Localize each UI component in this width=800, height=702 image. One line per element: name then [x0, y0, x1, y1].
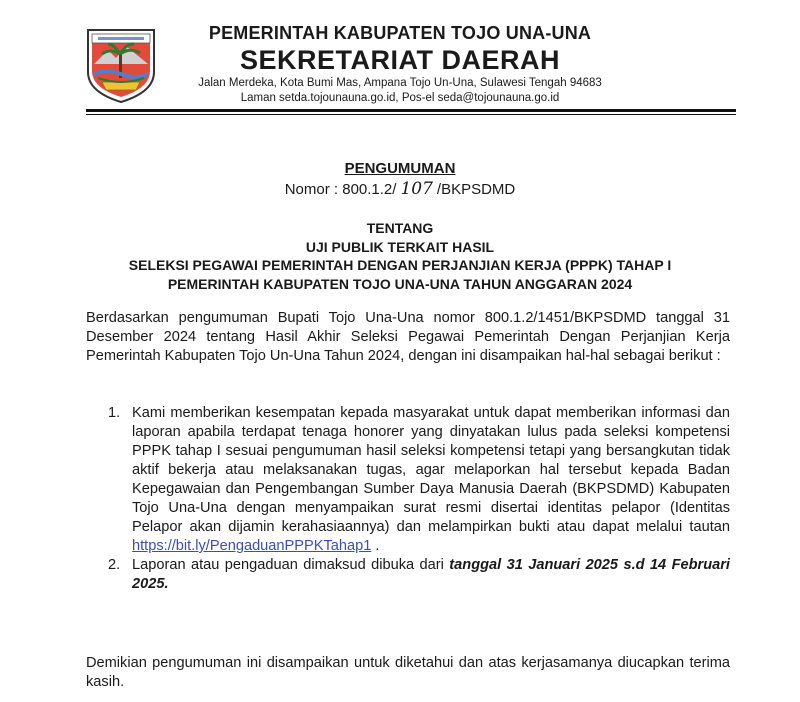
intro-paragraph: Berdasarkan pengumuman Bupati Tojo Una-Una nomor 800.1.2/1451/BKPSDMD tanggal 31 Desember 2024 tentang Hasil Akhir Seleksi Pegawai Pemerintah Dengan Perjanjian Kerja Pemerintah Kabupaten Tojo Un-Una Tahun 2024, dengan ini disampaikan hal-hal sebagai berikut :	[86, 310, 730, 364]
list-item-text: Laporan atau pengaduan dimaksud dibuka dari	[132, 557, 444, 573]
office-name: SEKRETARIAT DAERAH	[239, 45, 560, 75]
closing-paragraph: Demikian pengumuman ini disampaikan untuk diketahui dan atas kerjasamanya diucapkan terima kasih.	[86, 655, 730, 690]
subject-about: TENTANG	[366, 220, 434, 236]
subject-line-3: PEMERINTAH KABUPATEN TOJO UNA-UNA TAHUN ANGGARAN 2024	[167, 275, 633, 292]
list-item	[86, 404, 730, 556]
letterhead-divider-thin	[86, 114, 736, 115]
announcement-number	[0, 179, 800, 199]
list-item-end: .	[371, 538, 380, 554]
office-address: Jalan Merdeka, Kota Bumi Mas, Ampana Tojo Un-Una, Sulawesi Tengah 94683	[198, 77, 602, 89]
office-contact: Laman setda.tojounauna.go.id, Pos-el seda@tojounauna.go.id	[240, 92, 560, 104]
list-number: 1.	[108, 405, 121, 421]
number-suffix: /BKPSDMD	[436, 181, 516, 198]
letterhead-divider-thick	[86, 109, 736, 112]
list-item-text: Kami memberikan kesempatan kepada masyarakat untuk dapat memberikan informasi dan laporan apabila terdapat tenaga honorer yang dinyatakan lulus pada seleksi kompetensi PPPK tahap I sesuai pengumuman hasil seleksi kompetensi tetapi yang bersangkutan tidak aktif bekerja atau melaksanakan tugas, agar melaporkan hal tersebut kepada Badan Kepegawaian dan Pengembangan Sumber Daya Manusia Daerah (BKPSDMD) Kabupaten Tojo Una-Una dengan menyampaikan surat resmi disertai identitas pelapor (Identitas Pelapor akan dijamin kerahasiaannya) dan melampirkan bukti atau dapat melalui tautan	[132, 405, 730, 535]
number-prefix: Nomor : 800.1.2/	[284, 181, 397, 198]
list-number: 2.	[108, 557, 121, 573]
regency-emblem-logo	[80, 20, 162, 104]
handwritten-number: 107	[400, 179, 433, 199]
subject-line-1: UJI PUBLIK TERKAIT HASIL	[305, 238, 495, 255]
complaint-link[interactable]: https://bit.ly/PengaduanPPPKTahap1	[132, 538, 372, 554]
date-range-emphasis: tanggal 31 Januari 2025 s.d 14 Februari 2025.	[132, 557, 730, 592]
announcement-heading: PENGUMUMAN	[344, 160, 456, 177]
government-name: PEMERINTAH KABUPATEN TOJO UNA-UNA	[208, 23, 592, 43]
announcement-subject	[0, 219, 800, 293]
announcement-list	[86, 404, 730, 594]
list-item	[86, 556, 730, 594]
subject-line-2: SELEKSI PEGAWAI PEMERINTAH DENGAN PERJANJIAN KERJA (PPPK) TAHAP I	[128, 257, 672, 273]
letterhead	[180, 22, 620, 106]
